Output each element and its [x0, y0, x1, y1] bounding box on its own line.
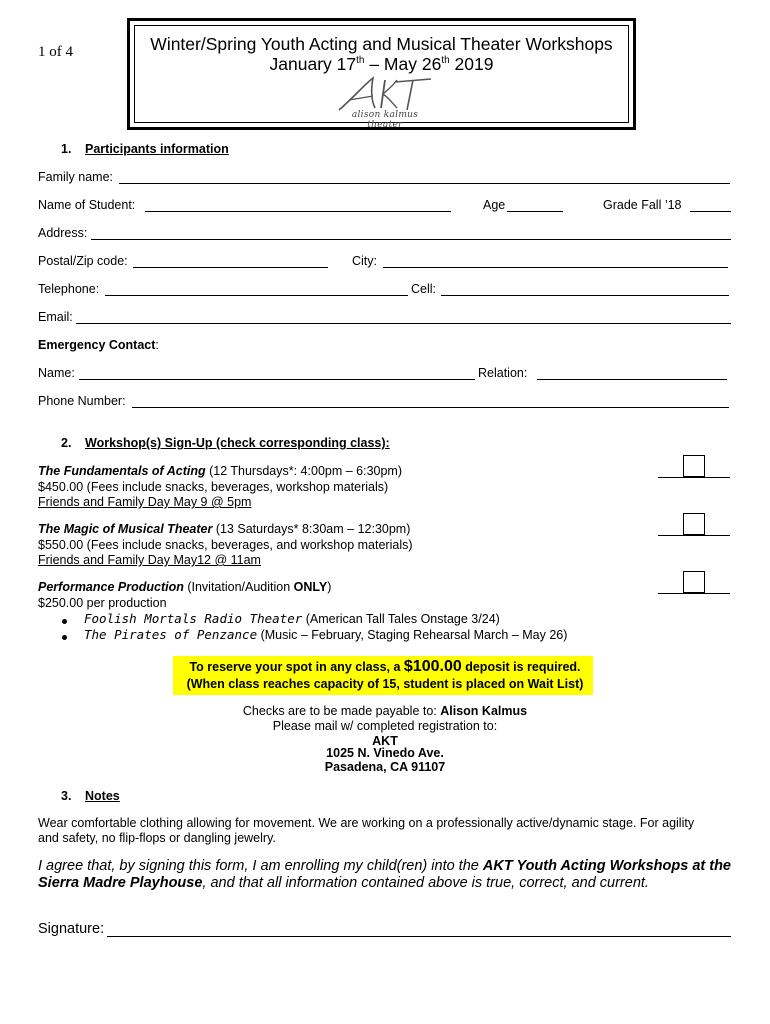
- class1-title: The Fundamentals of Acting (12 Thursdays*: 4:00pm – 6:30pm): [38, 464, 403, 478]
- section1-heading: 1. Participants information: [61, 142, 229, 156]
- class1-check-line: [658, 477, 730, 478]
- grade-field[interactable]: [690, 211, 731, 212]
- class1-checkbox[interactable]: [683, 455, 705, 477]
- waitlist-notice: (When class reaches capacity of 15, student is placed on Wait List): [186, 677, 584, 691]
- class3-checkbox[interactable]: [683, 571, 705, 593]
- class2-friends-day: Friends and Family Day May12 @ 11am: [38, 553, 261, 567]
- logo-subtext: alison kalmus theater: [351, 110, 419, 130]
- family-name-label: Family name:: [38, 170, 114, 184]
- class2-title: The Magic of Musical Theater (13 Saturdays* 8:30am – 12:30pm): [38, 522, 411, 536]
- deposit-notice: To reserve your spot in any class, a $100.00 deposit is required.: [189, 658, 581, 675]
- notes-line1: Wear comfortable clothing allowing for movement. We are working on a professionally active/dynamic stage. For agility: [38, 816, 695, 830]
- cell-label: Cell:: [411, 282, 437, 296]
- class3-check-line: [658, 593, 730, 594]
- phone-number-field[interactable]: [132, 407, 729, 408]
- signature-label: Signature:: [38, 921, 105, 937]
- class2-fee: $550.00 (Fees include snacks, beverages, and workshop materials): [38, 538, 413, 552]
- bullet-icon: [62, 619, 67, 624]
- emergency-name-label: Name:: [38, 366, 75, 380]
- grade-label: Grade Fall ’18: [603, 198, 682, 212]
- postal-field[interactable]: [133, 267, 328, 268]
- relation-label: Relation:: [478, 366, 528, 380]
- postal-label: Postal/Zip code:: [38, 254, 128, 268]
- class1-friends-day: Friends and Family Day May 9 @ 5pm: [38, 495, 252, 509]
- akt-logo: [335, 76, 435, 112]
- page-number: 1 of 4: [38, 44, 73, 60]
- agreement-line1: I agree that, by signing this form, I am enrolling my child(ren) into the AKT Youth Acting Workshops at the: [38, 858, 731, 874]
- city-field[interactable]: [383, 267, 728, 268]
- section2-heading: 2. Workshop(s) Sign-Up (check corresponding class):: [61, 436, 390, 450]
- agreement-line2: Sierra Madre Playhouse, and that all information contained above is true, correct, and current.: [38, 875, 649, 891]
- mail-address-line3: Pasadena, CA 91107: [324, 760, 446, 774]
- age-field[interactable]: [507, 211, 563, 212]
- cell-field[interactable]: [441, 295, 729, 296]
- student-name-label: Name of Student:: [38, 198, 136, 212]
- telephone-field[interactable]: [105, 295, 408, 296]
- student-name-field[interactable]: [145, 211, 451, 212]
- relation-field[interactable]: [537, 379, 727, 380]
- class2-checkbox[interactable]: [683, 513, 705, 535]
- age-label: Age: [483, 198, 506, 212]
- checks-payable: Checks are to be made payable to: Alison Kalmus: [242, 704, 528, 718]
- section3-heading: 3. Notes: [61, 789, 120, 803]
- form-title: Winter/Spring Youth Acting and Musical Theater Workshops: [150, 34, 613, 54]
- email-label: Email:: [38, 310, 73, 324]
- class3-fee: $250.00 per production: [38, 596, 167, 610]
- email-field[interactable]: [76, 323, 731, 324]
- mail-instruction: Please mail w/ completed registration to:: [272, 719, 498, 733]
- telephone-label: Telephone:: [38, 282, 100, 296]
- mail-address-line2: 1025 N. Vinedo Ave.: [326, 746, 444, 760]
- class3-title: Performance Production (Invitation/Audition ONLY): [38, 580, 332, 594]
- emergency-contact-label: Emergency Contact:: [38, 338, 159, 352]
- show2-item: The Pirates of Penzance (Music – February, Staging Rehearsal March – May 26): [84, 627, 568, 642]
- form-dates: January 17th – May 26th 2019: [269, 54, 494, 74]
- notes-line2: and safety, no flip-flops or dangling jewelry.: [38, 831, 276, 845]
- mail-address-line1: AKT: [372, 734, 398, 748]
- emergency-name-field[interactable]: [79, 379, 475, 380]
- bullet-icon: [62, 635, 67, 640]
- class2-check-line: [658, 535, 730, 536]
- family-name-field[interactable]: [119, 183, 730, 184]
- signature-field[interactable]: [107, 936, 731, 937]
- phone-number-label: Phone Number:: [38, 394, 126, 408]
- show1-item: Foolish Mortals Radio Theater (American Tall Tales Onstage 3/24): [84, 611, 500, 626]
- address-label: Address:: [38, 226, 88, 240]
- city-label: City:: [352, 254, 377, 268]
- address-field[interactable]: [91, 239, 731, 240]
- class1-fee: $450.00 (Fees include snacks, beverages, workshop materials): [38, 480, 389, 494]
